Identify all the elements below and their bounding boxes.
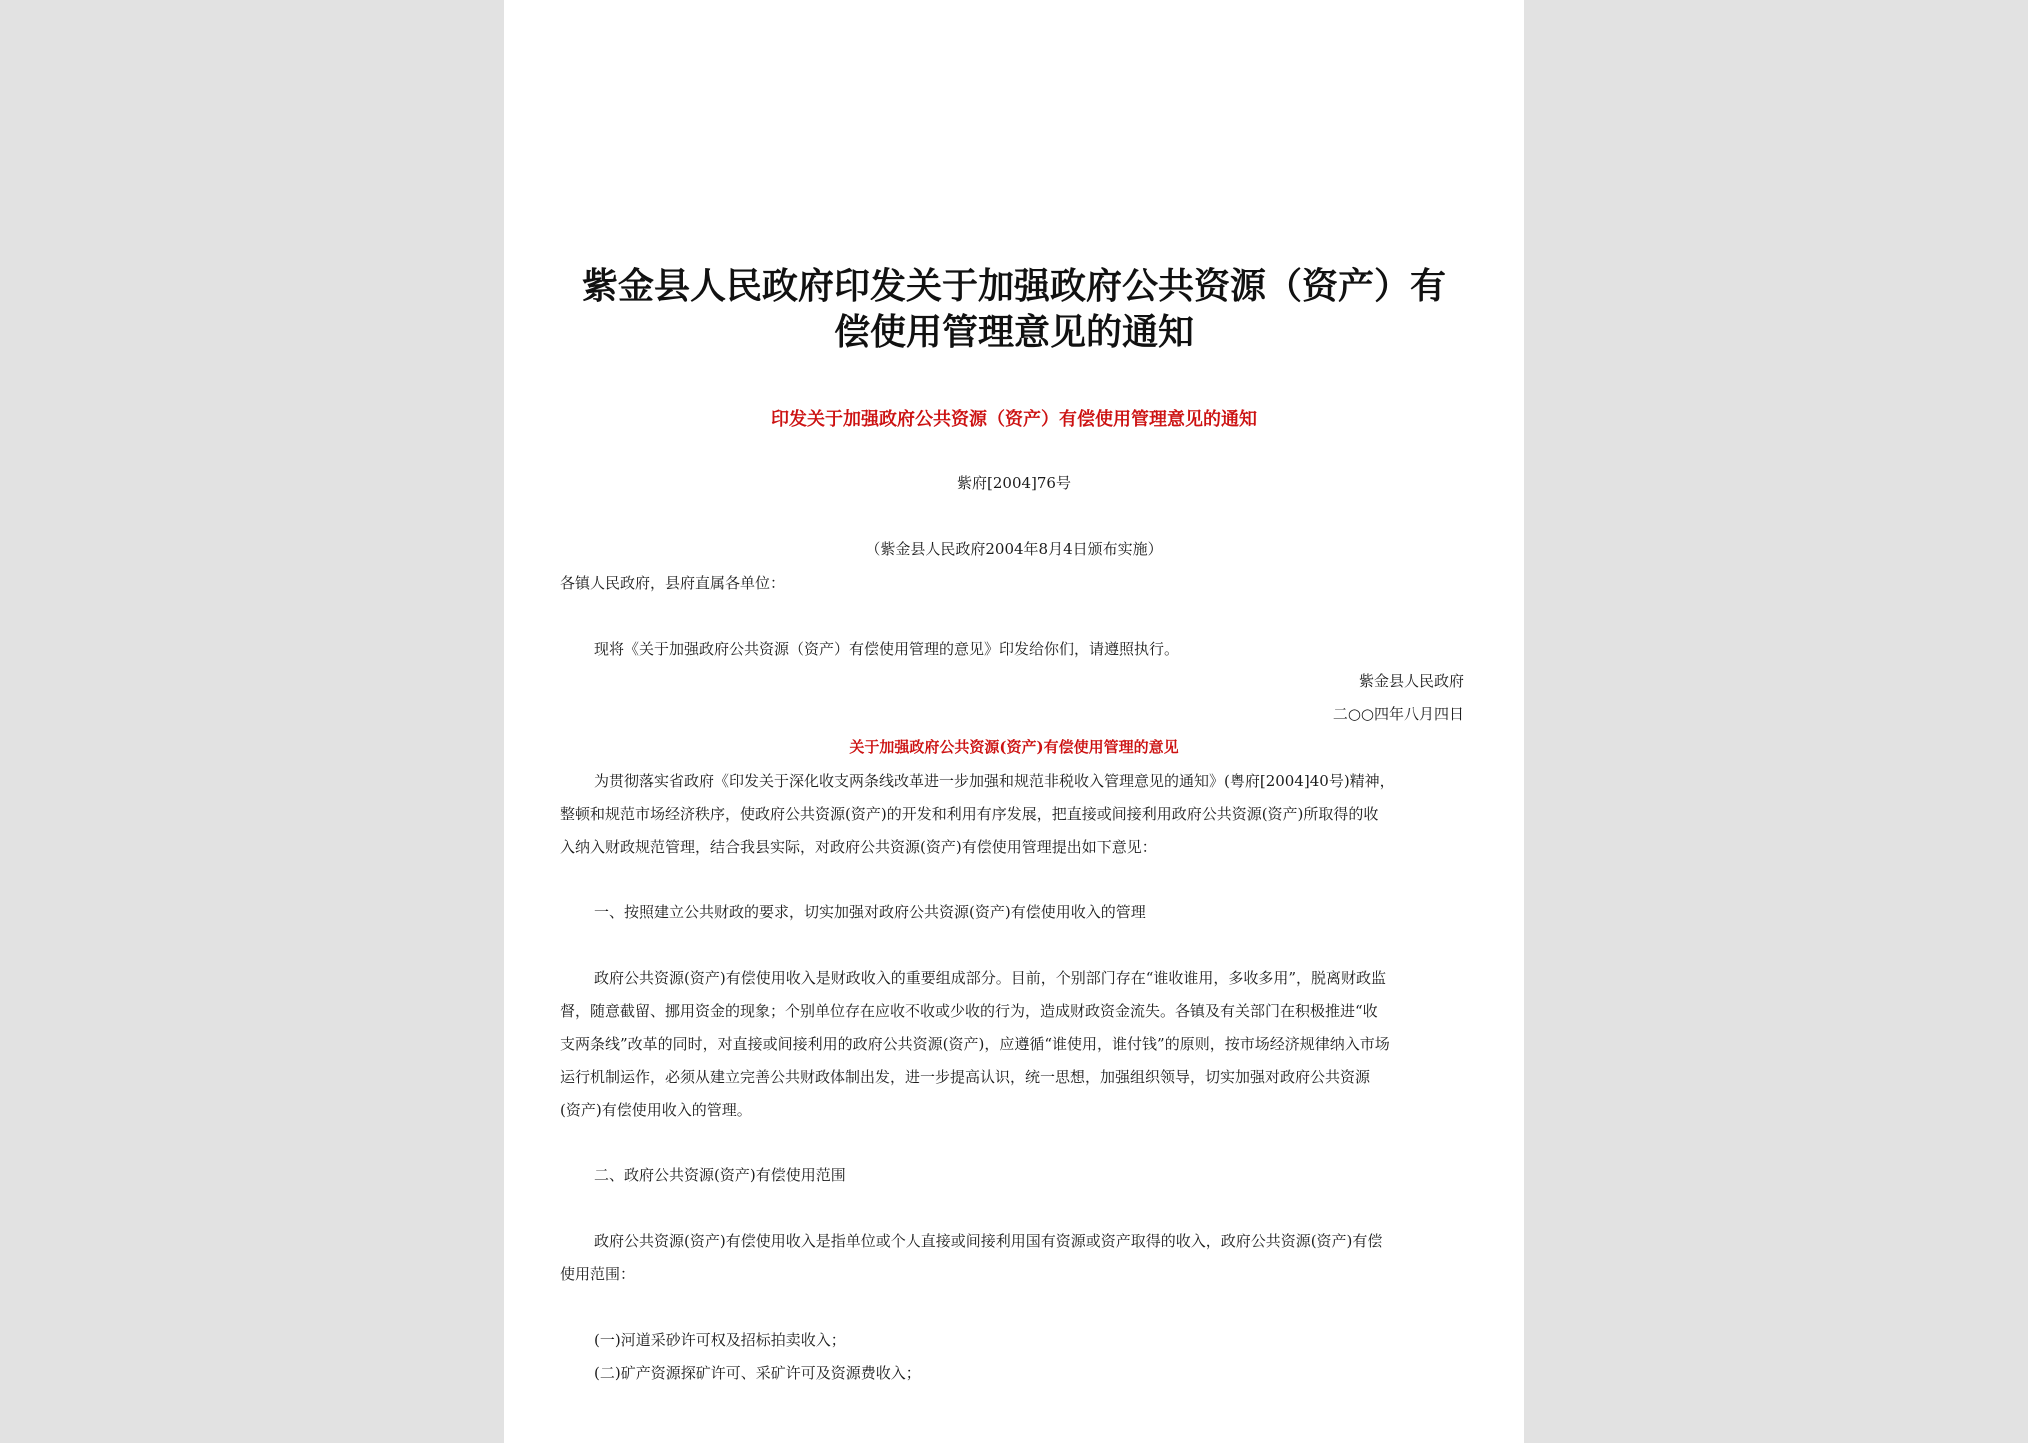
notice-body: 现将《关于加强政府公共资源（资产）有偿使用管理的意见》印发给你们，请遵照执行。 [594,640,1180,658]
intro-line: 入纳入财政规范管理，结合我县实际，对政府公共资源(资产)有偿使用管理提出如下意见： [560,838,1157,856]
section-1-line: (资产)有偿使用收入的管理。 [560,1101,752,1119]
section-1-line: 督，随意截留、挪用资金的现象；个别单位存在应收不收或少收的行为，造成财政资金流失。各镇及有关部门在积极推进“收 [560,1002,1378,1020]
section-1-heading: 一、按照建立公共财政的要求，切实加强对政府公共资源(资产)有偿使用收入的管理 [594,903,1146,921]
addressee: 各镇人民政府，县府直属各单位： [560,574,786,592]
intro-line: 整顿和规范市场经济秩序，使政府公共资源(资产)的开发和利用有序发展，把直接或间接利用政府公共资源(资产)所取得的收 [560,805,1379,823]
document-subtitle: 印发关于加强政府公共资源（资产）有偿使用管理意见的通知 [771,409,1257,430]
intro-line: 为贯彻落实省政府《印发关于深化收支两条线改革进一步加强和规范非税收入管理意见的通知》(粤府[2004]40号)精神， [594,772,1395,790]
document-number: 紫府[2004]76号 [957,474,1071,492]
section-2-line: 政府公共资源(资产)有偿使用收入是指单位或个人直接或间接利用国有资源或资产取得的收入，政府公共资源(资产)有偿 [594,1232,1383,1250]
list-item: (二)矿产资源探矿许可、采矿许可及资源费收入； [594,1364,921,1382]
section-1-line: 政府公共资源(资产)有偿使用收入是财政收入的重要组成部分。目前，个别部门存在“谁收谁用，多收多用”，脱离财政监 [594,969,1387,987]
opinion-title: 关于加强政府公共资源(资产)有偿使用管理的意见 [849,738,1179,756]
issue-date: 二○○四年八月四日 [1332,705,1464,723]
document-title-line-1: 紫金县人民政府印发关于加强政府公共资源（资产）有 [581,265,1446,307]
section-2-heading: 二、政府公共资源(资产)有偿使用范围 [594,1166,846,1184]
section-1-line: 支两条线”改革的同时，对直接或间接利用的政府公共资源(资产)，应遵循“谁使用，谁付钱”的原则，按市场经济规律纳入市场 [560,1035,1390,1053]
issue-note: （紫金县人民政府2004年8月4日颁布实施） [865,540,1163,558]
issuer-name: 紫金县人民政府 [1358,672,1464,690]
list-item: (一)河道采砂许可权及招标拍卖收入； [594,1331,846,1349]
section-1-line: 运行机制运作，必须从建立完善公共财政体制出发，进一步提高认识，统一思想，加强组织领导，切实加强对政府公共资源 [560,1068,1371,1086]
document-page [504,0,1524,1443]
document-title-line-2: 偿使用管理意见的通知 [833,311,1194,353]
section-2-line: 使用范围： [560,1265,636,1283]
